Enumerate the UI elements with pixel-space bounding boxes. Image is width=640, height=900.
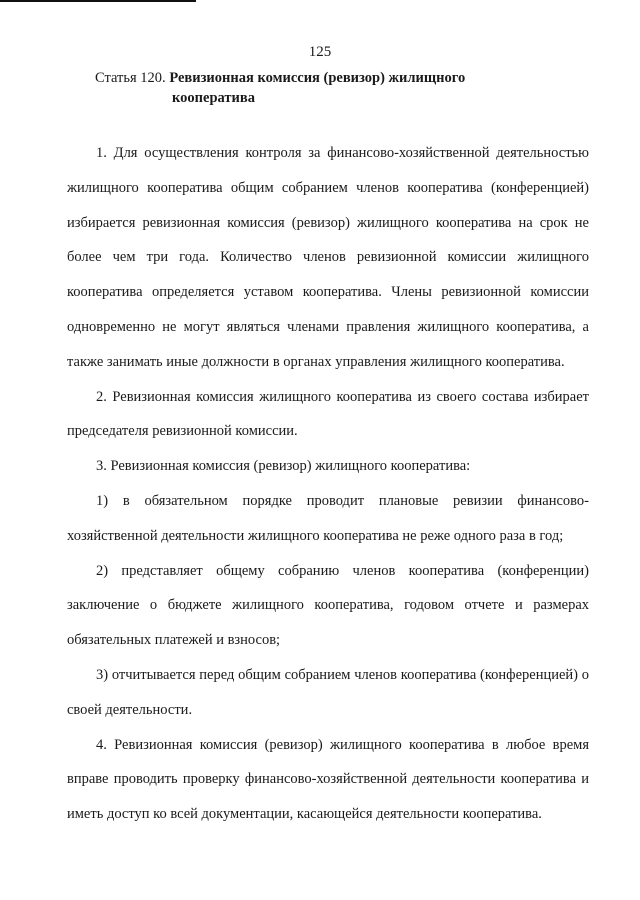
page-number: 125 xyxy=(308,44,332,60)
article-label: Статья 120. xyxy=(95,70,166,86)
article-title-continuation: кооператива xyxy=(172,90,255,106)
article-heading xyxy=(95,68,465,108)
paragraph-3-item-3: 3) отчитывается перед общим собранием членов кооператива (конференцией) о своей деятельности. xyxy=(67,666,589,718)
header-rule xyxy=(0,0,196,2)
paragraph-3-item-2: 2) представляет общему собранию членов кооператива (конференции) заключение о бюджете жилищного кооператива, годовом отчете и размерах обязательных платежей и взносов; xyxy=(67,562,589,649)
paragraph-3-item-1: 1) в обязательном порядке проводит плановые ревизии финансово-хозяйственной деятельности жилищного кооператива не реже одного раза в год; xyxy=(67,492,589,544)
paragraph-1: 1. Для осуществления контроля за финансово-хозяйственной деятельностью жилищного кооператива общим собранием членов кооператива (конференцией) избирается ревизионная комиссия (ревизор) жилищного кооператива на срок не более чем три года. Количество членов ревизионной комиссии жилищного кооператива определяется уставом кооператива. Члены ревизионной комиссии одновременно не могут являться членами правления жилищного кооператива, а также занимать иные должности в органах управления жилищного кооператива. xyxy=(67,145,589,370)
article-body xyxy=(67,136,589,832)
paragraph-4: 4. Ревизионная комиссия (ревизор) жилищного кооператива в любое время вправе проводить проверку финансово-хозяйственной деятельности кооператива и иметь доступ ко всей документации, касающейся деятельности кооператива. xyxy=(67,736,589,823)
paragraph-3: 3. Ревизионная комиссия (ревизор) жилищного кооператива: xyxy=(96,458,471,475)
article-title: Ревизионная комиссия (ревизор) жилищного xyxy=(169,70,466,86)
article-heading-line1 xyxy=(95,68,465,88)
paragraph-2: 2. Ревизионная комиссия жилищного кооператива из своего состава избирает председателя ревизионной комиссии. xyxy=(67,388,589,440)
